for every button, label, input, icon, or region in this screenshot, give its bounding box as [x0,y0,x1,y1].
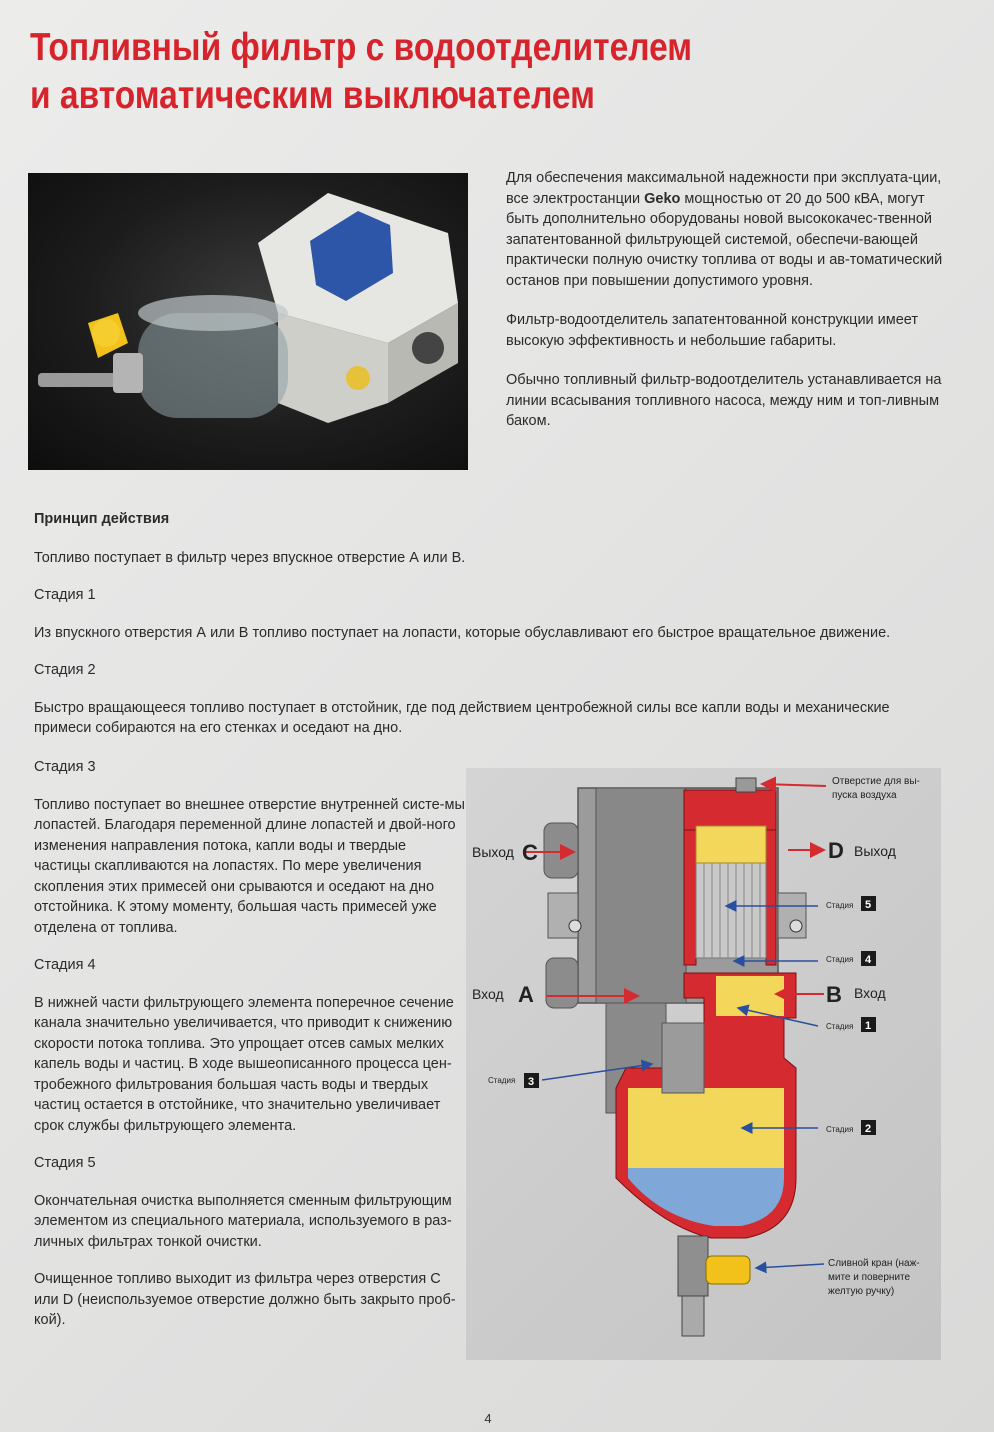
page-title [30,24,692,120]
brand-name: Geko [644,190,681,207]
stage1-badge [826,1017,876,1032]
page-title-line2: и автоматическим выключателем [30,74,595,117]
stage5-word: Стадия [826,901,854,910]
water-zone [628,1168,784,1226]
stage2-number: 2 [865,1123,872,1135]
inlet-b-letter: B [826,982,842,1007]
stage5-badge [826,896,876,911]
product-photo [28,173,468,470]
stage1-text: Из впускного отверстия А или В топливо поступает на лопасти, которые обуславливают его быстрое вращательное движение. [34,624,891,641]
drain-label-line1: Сливной кран (наж- [828,1258,920,1269]
stage3-number: 3 [528,1076,535,1088]
drain-label-line3: желтую ручку) [828,1286,895,1297]
inlet-a-label: Вход [472,986,504,1002]
stage2-title: Стадия 2 [34,662,96,678]
stage5-title: Стадия 5 [34,1155,96,1171]
principle-section [34,509,934,756]
stage1-number: 1 [865,1020,872,1032]
stage2-word: Стадия [826,1125,854,1134]
outro-text: Очищенное топливо выходит из фильтра через отверстия С или D (неиспользуемое отверстие должно быть закрыто проб-кой). [34,1271,456,1328]
stage5-text: Окончательная очистка выполняется сменным фильтрующим элементом из специального материала, используемого в раз-личных фильтрах тонкой очистки. [34,1192,452,1250]
outlet-d-letter: D [828,838,844,863]
inlet-b-label: Вход [854,985,886,1001]
intro-paragraph-2: Фильтр-водоотделитель запатентованной конструкции имеет высокую эффективность и небольшие габариты. [506,312,919,349]
stage4-badge [826,951,876,966]
principle-heading: Принцип действия [34,511,170,527]
filter-cutaway-diagram [466,768,941,1360]
stage3-title: Стадия 3 [34,759,96,775]
air-vent-label-line2: пуска воздуха [832,790,897,801]
stage3-word: Стадия [488,1076,516,1085]
stage1-title: Стадия 1 [34,587,96,603]
stage3-text: Топливо поступает во внешнее отверстие внутренней систе-мы лопастей. Благодаря переменной длине лопастей и двой-ного изменения направления потока, капли воды и твердые частицы скапливаются на лопастях. По мере увеличения скопления этих примесей они срываются и оседают на дно отстойника. К этому моменту, большая часть примесей уже отделена от топлива. [34,796,465,936]
air-vent-label-line1: Отверстие для вы- [832,776,920,787]
intro-paragraph-1 [506,168,946,291]
outlet-c-label: Выход [472,844,514,860]
outlet-d-label: Выход [854,843,896,859]
stages-column [34,757,466,1348]
page-number: 4 [484,1411,492,1426]
filter-element [696,863,766,958]
intro-p1-after: мощностью от 20 до 500 кВА, могут быть дополнительно оборудованы новой высококачес-твенной запатентованной фильтрующей системой, обеспечи-вающей практически полную очистку топлива от воды и ав-томатический останов при повышении допустимого уровня. [506,190,943,289]
drain-label-line2: мите и поверните [828,1272,911,1283]
stage3-badge [488,1073,539,1088]
intro-text [506,168,946,451]
stage1-word: Стадия [826,1022,854,1031]
stage2-badge [826,1120,876,1135]
principle-intro: Топливо поступает в фильтр через впускное отверстие А или В. [34,549,466,566]
stage4-title: Стадия 4 [34,957,96,973]
intro-paragraph-3: Обычно топливный фильтр-водоотделитель устанавливается на линии всасывания топливного насоса, между ним и топ-ливным баком. [506,372,942,429]
outlet-c-letter: C [522,840,538,865]
stage2-text: Быстро вращающееся топливо поступает в отстойник, где под действием центробежной силы все капли воды и механические примеси собираются на его стенках и оседают на дно. [34,699,890,736]
intro-p1-before: Для обеспечения максимальной надежности при эксплуата-ции, все электростанции [506,170,942,207]
page-title-line1: Топливный фильтр с водоотделителем [30,26,693,69]
drain-valve [678,1236,750,1336]
stage5-number: 5 [865,899,872,911]
stage4-number: 4 [865,954,872,966]
inlet-a-letter: A [518,982,534,1007]
stage4-text: В нижней части фильтрующего элемента поперечное сечение канала значительно увеличивается, что приводит к снижению скорости потока топлива. Это упрощает отсев самых мелких капель воды и частиц. В ходе вышеописанного процесса цен-тробежного фильтрования большая часть воды и твердых частиц остается в отстойнике, что значительно увеличивает срок службы фильтрующего элемента. [34,994,454,1134]
stage4-word: Стадия [826,955,854,964]
